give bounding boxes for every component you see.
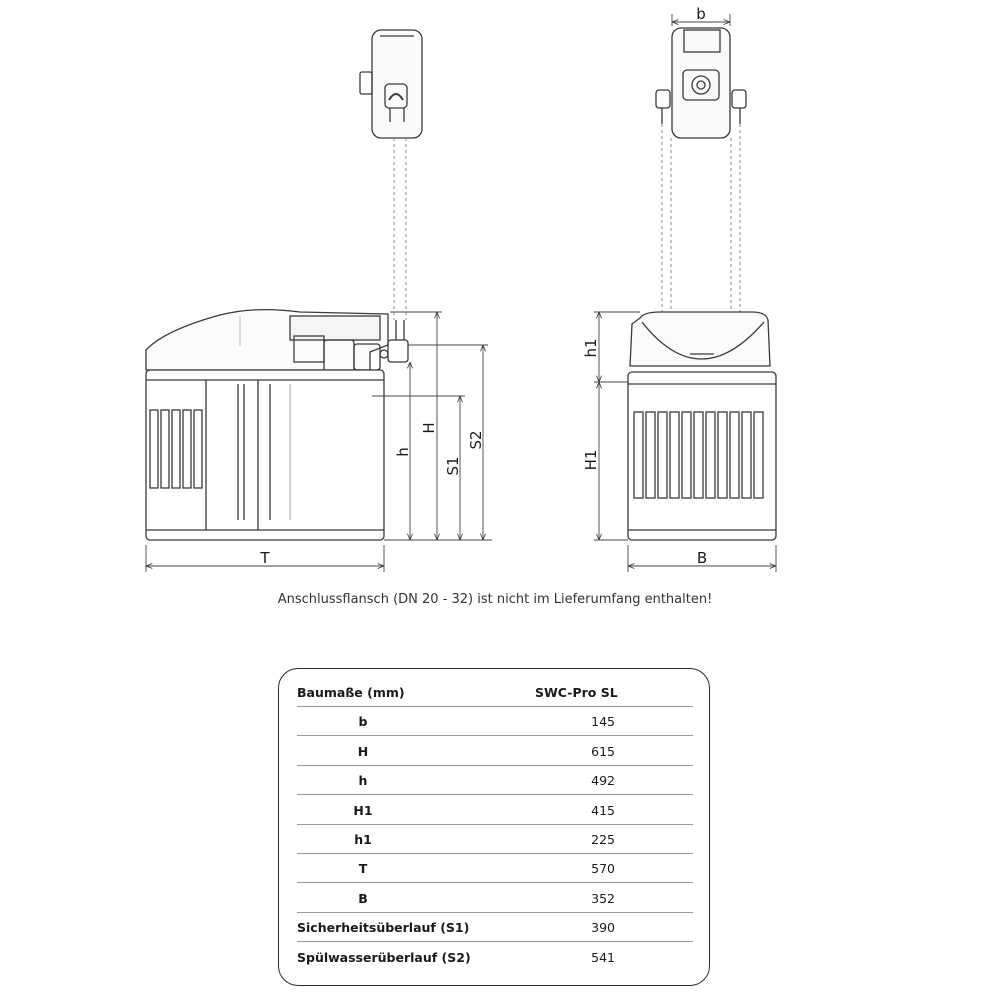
dim-label-h1: h1: [582, 338, 600, 358]
dim-label-h: h: [394, 447, 412, 457]
row-value: 145: [591, 714, 615, 729]
table-row: [297, 942, 693, 971]
table-row: [297, 912, 693, 942]
row-label: B: [358, 891, 368, 906]
dim-label-H: H: [420, 422, 438, 434]
dim-label-S1: S1: [444, 456, 462, 476]
table-header: [297, 677, 693, 707]
row-value: 570: [591, 861, 615, 876]
table-row: [297, 883, 693, 913]
dim-label-b: b: [696, 5, 706, 23]
row-value: 225: [591, 832, 615, 847]
header-model: SWC-Pro SL: [535, 685, 618, 700]
front-control-head: [656, 28, 746, 138]
dim-label-H1: H1: [582, 449, 600, 471]
row-value: 492: [591, 773, 615, 788]
side-view: [146, 30, 422, 540]
row-label: H1: [353, 803, 373, 818]
side-body: [146, 370, 384, 540]
header-label: Baumaße (mm): [297, 685, 405, 700]
row-label: Spülwasserüberlauf (S2): [297, 950, 471, 965]
row-label: T: [358, 861, 368, 876]
row-value: 390: [591, 920, 615, 935]
row-value: 352: [591, 891, 615, 906]
side-control-head: [360, 30, 422, 138]
front-view: [628, 28, 776, 540]
delivery-note: Anschlussflansch (DN 20 - 32) ist nicht im Lieferumfang enthalten!: [277, 592, 713, 607]
table-row: [297, 824, 693, 854]
table-row: [297, 765, 693, 795]
dim-label-B: B: [696, 549, 708, 567]
dim-label-T: T: [260, 549, 270, 567]
table-row: [297, 853, 693, 883]
dimensions-table: [278, 668, 710, 986]
row-label: h: [358, 773, 368, 788]
row-label: Sicherheitsüberlauf (S1): [297, 920, 470, 935]
row-label: b: [358, 714, 368, 729]
table-row: [297, 795, 693, 825]
front-lid: [630, 312, 770, 366]
side-pipes: [394, 138, 406, 320]
front-pipes: [662, 124, 740, 312]
front-body: [628, 372, 776, 540]
row-value: 415: [591, 803, 615, 818]
row-label: h1: [354, 832, 372, 847]
row-label: H: [357, 744, 369, 759]
dim-label-S2: S2: [467, 430, 485, 450]
row-value: 541: [591, 950, 615, 965]
table-row: [297, 736, 693, 766]
table-row: [297, 706, 693, 736]
row-value: 615: [591, 744, 615, 759]
